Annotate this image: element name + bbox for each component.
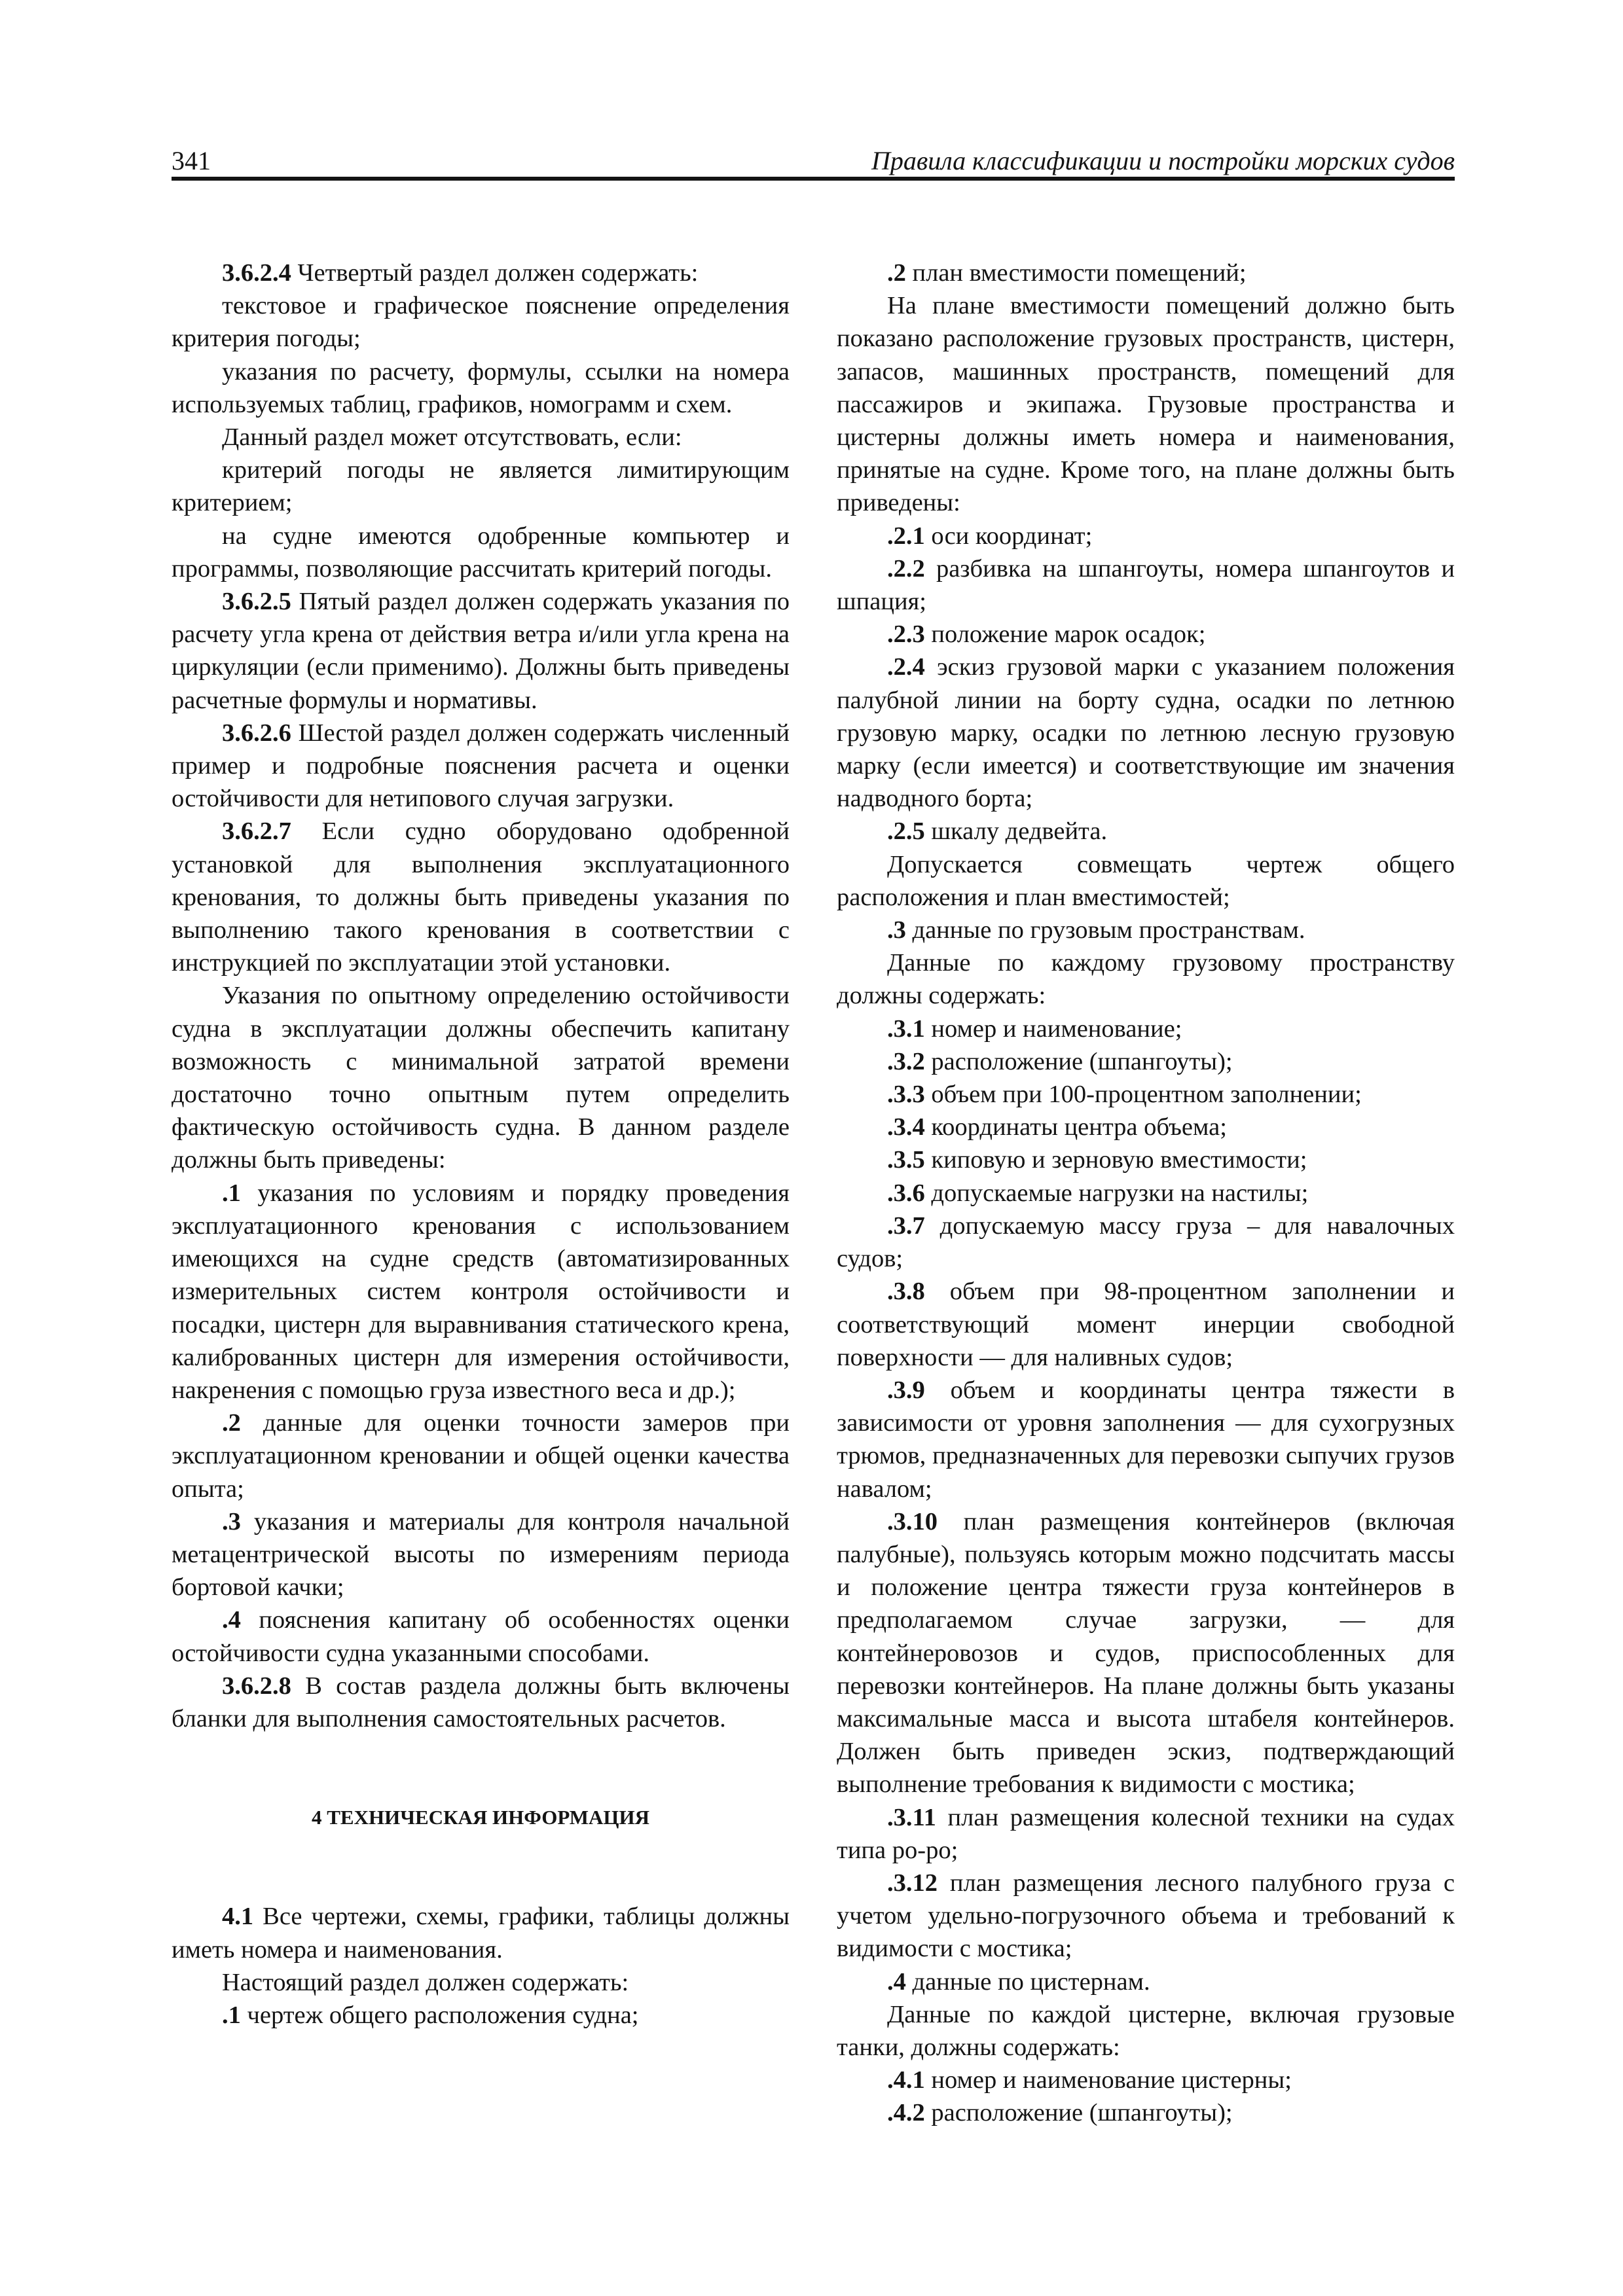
paragraph-text: Указания по опытному определению остойчивости судна в эксплуатации должны обеспечить капитану возможность с минимальной затратой времени достаточно точно опытным путем определить фактическую остойчивость судна. В данном разделе должны быть приведены:	[172, 982, 790, 1174]
paragraph	[837, 1013, 1455, 1045]
paragraph	[837, 1143, 1455, 1176]
paragraph-text: Все чертежи, схемы, графики, таблицы должны иметь номера и наименования.	[172, 1903, 790, 1964]
paragraph-text: эскиз грузовой марки с указанием положения палубной линии на борту судна, осадки по летнюю грузовую марку, осадки по летнюю лесную грузовую марку (если имеется) и соответствующие им значения надводного борта;	[837, 653, 1455, 813]
paragraph-text: Если судно оборудовано одобренной установкой для выполнения эксплуатационного кренования, то должны быть приведены указания по выполнению такого кренования в соответствии с инструкцией по эксплуатации этой установки.	[172, 817, 790, 977]
paragraph	[172, 815, 790, 979]
paragraph-text: расположение (шпангоуты);	[924, 1047, 1233, 1075]
paragraph-number: 4.1	[222, 1903, 254, 1931]
paragraph-number: .4.2	[887, 2099, 925, 2127]
right-column	[837, 257, 1455, 2130]
section-heading: 4 ТЕХНИЧЕСКАЯ ИНФОРМАЦИЯ	[312, 1806, 649, 1829]
paragraph	[837, 1867, 1455, 1965]
paragraph-number: .2.5	[887, 817, 925, 846]
paragraph-text: критерий погоды не является лимитирующим критерием;	[172, 456, 790, 517]
paragraph-number: .3.6	[887, 1179, 925, 1207]
paragraph-number: 3.6.2.6	[222, 719, 291, 747]
paragraph-text: положение марок осадок;	[924, 620, 1206, 649]
paragraph-number: .4	[222, 1606, 241, 1634]
paragraph-text: Данные по каждой цистерне, включая грузовые танки, должны содержать:	[837, 2000, 1455, 2061]
paragraph	[837, 289, 1455, 519]
header-rule	[172, 177, 1455, 181]
paragraph	[837, 914, 1455, 946]
paragraph-text: объем и координаты центра тяжести в зависимости от уровня заполнения — для сухогрузных трюмов, предназначенных для перевозки сыпучих грузов навалом;	[837, 1376, 1455, 1503]
paragraph	[172, 520, 790, 585]
paragraph	[172, 421, 790, 454]
paragraph-text: план вместимости помещений;	[905, 259, 1247, 287]
paragraph-number: .3.10	[887, 1507, 938, 1535]
paragraph-text: координаты центра объема;	[924, 1113, 1227, 1141]
paragraph	[172, 1966, 790, 1999]
paragraph	[837, 2064, 1455, 2096]
paragraph-text: Настоящий раздел должен содержать:	[222, 1968, 629, 1996]
paragraph-number: .3.12	[887, 1869, 938, 1897]
paragraph-text: В состав раздела должны быть включены бланки для выполнения самостоятельных расчетов.	[172, 1672, 790, 1732]
paragraph-text: Данный раздел может отсутствовать, если:	[222, 423, 682, 452]
paragraph-text: номер и наименование;	[924, 1014, 1182, 1043]
paragraph-text: объем при 98-процентном заполнении и соответствующий момент инерции свободной поверхности — для наливных судов;	[837, 1278, 1455, 1371]
paragraph	[837, 1111, 1455, 1143]
paragraph-number: 3.6.2.8	[222, 1672, 291, 1700]
paragraph-number: .3.11	[887, 1803, 936, 1831]
paragraph-number: .2.4	[887, 653, 925, 681]
paragraph-text: данные для оценки точности замеров при эксплуатационном креновании и общей оценки качества опыта;	[172, 1409, 790, 1503]
paragraph-text: допускаемую массу груза – для навалочных судов;	[837, 1211, 1455, 1273]
paragraph	[837, 618, 1455, 651]
paragraph	[172, 1177, 790, 1407]
paragraph-text: план размещения контейнеров (включая палубные), пользуясь которым можно подсчитать массы и положение центра тяжести груза контейнеров в предполагаемом случае загрузки, — для контейнеровозов и судов, приспособленных для перевозки контейнеров. На плане должны быть указаны максимальные масса и высота штабеля контейнеров. Должен быть приведен эскиз, подтверждающий выполнение требования к видимости с мостика;	[837, 1507, 1455, 1799]
paragraph-text: объем при 100-процентном заполнении;	[924, 1081, 1362, 1109]
paragraph-text: расположение (шпангоуты);	[924, 2099, 1233, 2127]
paragraph	[837, 1801, 1455, 1867]
paragraph-text: данные по грузовым пространствам.	[905, 916, 1305, 944]
paragraph	[837, 2096, 1455, 2129]
paragraph	[172, 289, 790, 355]
paragraph	[172, 585, 790, 717]
paragraph	[837, 848, 1455, 914]
paragraph-number: .3.2	[887, 1047, 925, 1075]
paragraph-text: допускаемые нагрузки на настилы;	[924, 1179, 1309, 1207]
paragraph-number: 3.6.2.5	[222, 588, 291, 616]
paragraph-number: .3	[887, 916, 906, 944]
paragraph-text: текстовое и графическое пояснение определения критерия погоды;	[172, 292, 790, 353]
paragraph	[837, 1177, 1455, 1210]
paragraph-number: .3.7	[887, 1211, 925, 1240]
paragraph-text: пояснения капитану об особенностях оценки остойчивости судна указанными способами.	[172, 1606, 790, 1667]
paragraph-text: оси координат;	[924, 522, 1093, 550]
paragraph-text: указания и материалы для контроля начальной метацентрической высоты по измерениям периода бортовой качки;	[172, 1507, 790, 1602]
paragraph	[172, 355, 790, 421]
paragraph	[837, 1374, 1455, 1505]
paragraph	[172, 1900, 790, 1965]
paragraph	[172, 1407, 790, 1505]
paragraph-text: На плане вместимости помещений должно быть показано расположение грузовых пространств, цистерн, запасов, машинных пространств, помещений для пассажиров и экипажа. Грузовые пространства и цистерны должны иметь номера и наименования, принятые на судне. Кроме того, на плане должны быть приведены:	[837, 292, 1455, 517]
paragraph	[172, 979, 790, 1176]
paragraph-text: указания по условиям и порядку проведения эксплуатационного кренования с использованием имеющихся на судне средств (автоматизированных измерительных систем контроля остойчивости и посадки, цистерн для выравнивания статического крена, калиброванных цистерн для измерения остойчивости, накренения с помощью груза известного веса и др.);	[172, 1179, 790, 1404]
paragraph-text: чертеж общего расположения судна;	[240, 2001, 639, 2029]
paragraph-number: .4.1	[887, 2066, 925, 2094]
paragraph	[172, 1505, 790, 1604]
paragraph	[172, 717, 790, 816]
paragraph	[837, 946, 1455, 1012]
paragraph	[172, 1604, 790, 1669]
paragraph	[837, 1210, 1455, 1275]
paragraph	[837, 520, 1455, 552]
paragraph-number: .3.4	[887, 1113, 925, 1141]
paragraph-number: .3	[222, 1507, 241, 1535]
paragraph-text: шкалу дедвейта.	[924, 817, 1108, 846]
paragraph-text: Пятый раздел должен содержать указания по расчету угла крена от действия ветра и/или угла крена на циркуляции (если применимо). Должны быть приведены расчетные формулы и нормативы.	[172, 588, 790, 714]
paragraph	[837, 1275, 1455, 1374]
paragraph	[837, 257, 1455, 289]
paragraph-text: номер и наименование цистерны;	[924, 2066, 1292, 2094]
paragraph-text: Четвертый раздел должен содержать:	[291, 259, 699, 287]
paragraph	[837, 1078, 1455, 1111]
paragraph-number: .2.1	[887, 522, 925, 550]
paragraph	[837, 1998, 1455, 2064]
paragraph-number: .3.5	[887, 1146, 925, 1174]
paragraph-number: 3.6.2.7	[222, 817, 291, 846]
paragraph	[837, 1965, 1455, 1998]
paragraph	[837, 1045, 1455, 1078]
paragraph	[172, 1999, 790, 2032]
paragraph-number: .3.8	[887, 1278, 925, 1306]
paragraph	[837, 1505, 1455, 1801]
page-header	[172, 143, 1455, 182]
paragraph	[837, 651, 1455, 815]
paragraph-number: .1	[222, 2001, 241, 2029]
left-column	[172, 257, 790, 2032]
paragraph-number: .4	[887, 1967, 906, 1996]
paragraph-number: .2	[222, 1409, 241, 1437]
running-title: Правила классификации и постройки морских судов	[871, 146, 1455, 175]
paragraph-number: .2.2	[887, 554, 925, 583]
paragraph-number: .2	[887, 259, 906, 287]
paragraph-text: киповую и зерновую вместимости;	[924, 1146, 1307, 1174]
paragraph-text: Данные по каждому грузовому пространству должны содержать:	[837, 949, 1455, 1010]
paragraph-number: .2.3	[887, 620, 925, 649]
paragraph	[837, 552, 1455, 618]
paragraph	[172, 257, 790, 289]
paragraph	[837, 815, 1455, 848]
paragraph-text: на судне имеются одобренные компьютер и программы, позволяющие рассчитать критерий погоды.	[172, 522, 790, 583]
paragraph	[172, 1670, 790, 1735]
paragraph-text: Шестой раздел должен содержать численный пример и подробные пояснения расчета и оценки остойчивости для нетипового случая загрузки.	[172, 719, 790, 813]
paragraph-text: данные по цистернам.	[905, 1967, 1150, 1996]
paragraph-number: .3.9	[887, 1376, 925, 1404]
paragraph-number: .3.3	[887, 1081, 925, 1109]
paragraph-text: план размещения лесного палубного груза с учетом удельно-погрузочного объема и требований к видимости с мостика;	[837, 1869, 1455, 1963]
page-number: 341	[172, 146, 211, 175]
paragraph-number: .1	[222, 1179, 241, 1207]
paragraph-number: .3.1	[887, 1014, 925, 1043]
paragraph-text: Допускается совмещать чертеж общего расположения и план вместимостей;	[837, 850, 1455, 911]
paragraph-text: разбивка на шпангоуты, номера шпангоутов и шпация;	[837, 554, 1455, 616]
paragraph-text: указания по расчету, формулы, ссылки на номера используемых таблиц, графиков, номограмм и схем.	[172, 357, 790, 418]
paragraph	[172, 454, 790, 519]
paragraph-text: план размещения колесной техники на судах типа ро-ро;	[837, 1803, 1455, 1864]
paragraph-number: 3.6.2.4	[222, 259, 291, 287]
